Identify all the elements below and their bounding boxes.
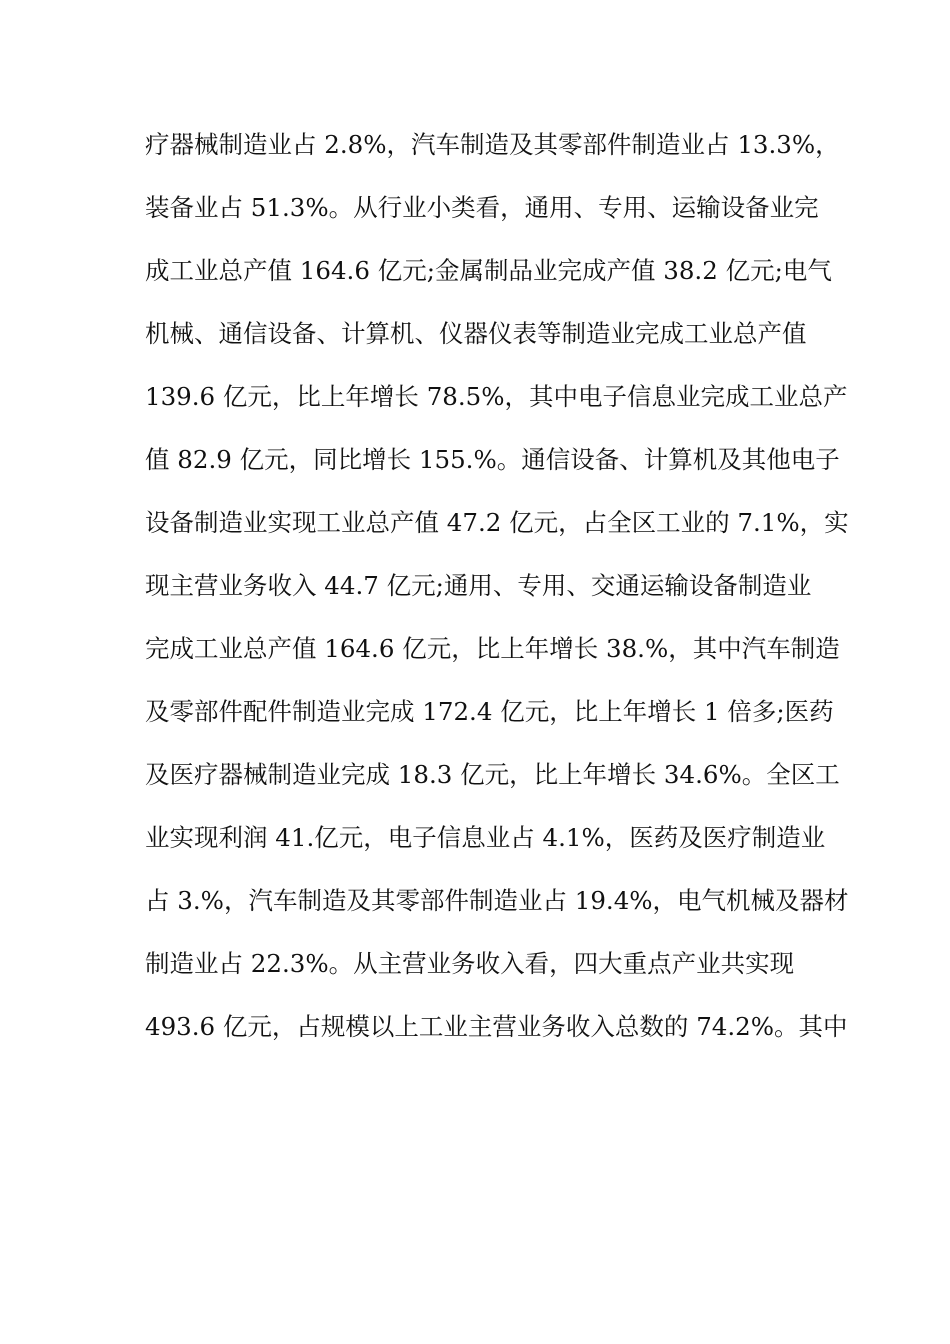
text-line: 现主营业务收入 44.7 亿元;通用、专用、交通运输设备制造业 (145, 571, 812, 600)
text-line: 机械、通信设备、计算机、仪器仪表等制造业完成工业总产值 (145, 319, 807, 348)
text-line: 及零部件配件制造业完成 172.4 亿元，比上年增长 1 倍多;医药 (145, 697, 834, 726)
body-text (145, 125, 849, 1070)
text-line: 制造业占 22.3%。从主营业务收入看，四大重点产业共实现 (145, 949, 795, 978)
text-line: 139.6 亿元，比上年增长 78.5%，其中电子信息业完成工业总产 (145, 382, 848, 411)
text-line: 值 82.9 亿元，同比增长 155.%。通信设备、计算机及其他电子 (145, 445, 840, 474)
text-line: 成工业总产值 164.6 亿元;金属制品业完成产值 38.2 亿元;电气 (145, 256, 832, 285)
text-line: 设备制造业实现工业总产值 47.2 亿元，占全区工业的 7.1%，实 (145, 508, 849, 537)
text-line: 493.6 亿元，占规模以上工业主营业务收入总数的 74.2%。其中 (145, 1012, 848, 1041)
text-line: 占 3.%，汽车制造及其零部件制造业占 19.4%，电气机械及器材 (145, 886, 849, 915)
text-line: 完成工业总产值 164.6 亿元，比上年增长 38.%，其中汽车制造 (145, 634, 840, 663)
text-line: 业实现利润 41.亿元，电子信息业占 4.1%，医药及医疗制造业 (145, 823, 826, 852)
text-line: 装备业占 51.3%。从行业小类看，通用、专用、运输设备业完 (145, 193, 819, 222)
text-line: 疗器械制造业占 2.8%，汽车制造及其零部件制造业占 13.3%， (145, 130, 840, 159)
text-line: 及医疗器械制造业完成 18.3 亿元，比上年增长 34.6%。全区工 (145, 760, 840, 789)
